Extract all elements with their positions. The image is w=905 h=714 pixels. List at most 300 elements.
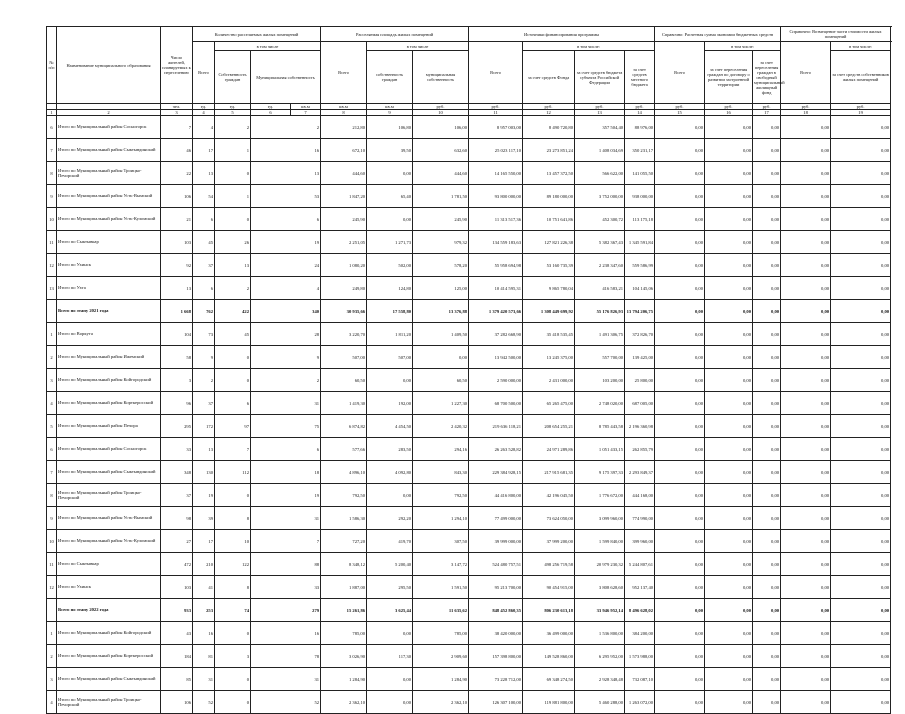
value-cell: 559 586,99: [625, 254, 655, 277]
value-cell: 8: [215, 507, 251, 530]
municipality-name: Итого по Муниципальный район Усть-Вымский: [57, 185, 161, 208]
value-cell: 253: [193, 599, 215, 622]
municipality-name: Итого по Муниципальный район Троицко-Печорский: [57, 484, 161, 507]
column-number-cell: 3: [161, 110, 193, 116]
value-cell: 0,00: [705, 392, 753, 415]
value-cell: 933: [161, 599, 193, 622]
value-cell: 785,00: [413, 622, 469, 645]
value-cell: 106,00: [413, 116, 469, 139]
value-cell: 30 935,66: [321, 300, 367, 323]
value-cell: 0,00: [705, 277, 753, 300]
area-incl-header: в том числе: [367, 42, 469, 51]
value-cell: 8 496 628,02: [625, 599, 655, 622]
column-number-cell: 13: [575, 110, 625, 116]
value-cell: 0,00: [831, 162, 891, 185]
fin-local-header: за счет средств местного бюджета: [625, 51, 655, 104]
value-cell: 0,00: [781, 438, 831, 461]
municipality-name: Всего по этапу 2021 года: [57, 300, 161, 323]
value-cell: 0: [215, 484, 251, 507]
value-cell: 4 896,10: [321, 461, 367, 484]
row-index: 1: [47, 323, 57, 346]
value-cell: 106,80: [367, 116, 413, 139]
value-cell: 0,00: [705, 576, 753, 599]
value-cell: 0,00: [831, 116, 891, 139]
value-cell: 24: [251, 254, 321, 277]
value-cell: 125,00: [413, 277, 469, 300]
value-cell: 372 826,70: [625, 323, 655, 346]
value-cell: 1: [215, 185, 251, 208]
value-cell: 9 175 397,33: [575, 461, 625, 484]
value-cell: 0,00: [413, 346, 469, 369]
value-cell: 9 865 780,04: [523, 277, 575, 300]
value-cell: 37 999 200,00: [523, 530, 575, 553]
value-cell: 0,00: [705, 645, 753, 668]
value-cell: 0: [215, 691, 251, 714]
value-cell: 399 960,00: [625, 530, 655, 553]
value-cell: 229 384 928,15: [469, 461, 523, 484]
value-cell: 7: [215, 438, 251, 461]
value-cell: 0,00: [781, 415, 831, 438]
value-cell: 46: [161, 139, 193, 162]
value-cell: 0,00: [831, 576, 891, 599]
value-cell: 5 200,40: [367, 553, 413, 576]
value-cell: 219 636 118,21: [469, 415, 523, 438]
value-cell: 0,00: [367, 668, 413, 691]
value-cell: 96: [161, 392, 193, 415]
table-row: [47, 116, 891, 139]
value-cell: 0,00: [753, 530, 781, 553]
column-number-cell: 17: [753, 110, 781, 116]
value-cell: 0,00: [753, 300, 781, 323]
value-cell: 2 590 000,00: [469, 369, 523, 392]
table-row: [47, 185, 891, 208]
value-cell: 24 971 289,86: [523, 438, 575, 461]
value-cell: 17 558,80: [367, 300, 413, 323]
value-cell: 0,00: [831, 530, 891, 553]
value-cell: 938 000,00: [625, 185, 655, 208]
value-cell: 69 348 274,50: [523, 668, 575, 691]
value-cell: 279: [251, 599, 321, 622]
value-cell: 0,00: [655, 461, 705, 484]
value-cell: 0,00: [831, 668, 891, 691]
value-cell: 1 419,30: [321, 392, 367, 415]
value-cell: 1 781,50: [413, 185, 469, 208]
value-cell: 22: [161, 162, 193, 185]
value-cell: 502,00: [367, 254, 413, 277]
value-cell: 0,00: [367, 208, 413, 231]
value-cell: 1 408 034,69: [575, 139, 625, 162]
value-cell: 0,00: [831, 208, 891, 231]
value-cell: 0,00: [705, 185, 753, 208]
row-index: 7: [47, 139, 57, 162]
value-cell: 0,00: [781, 231, 831, 254]
value-cell: 5 244 807,61: [625, 553, 655, 576]
value-cell: 1 668: [161, 300, 193, 323]
value-cell: 0,00: [705, 231, 753, 254]
municipality-name: Итого по Муниципальный район Ижемский: [57, 346, 161, 369]
value-cell: 2: [215, 116, 251, 139]
value-cell: 0,00: [753, 346, 781, 369]
value-cell: 792,50: [413, 484, 469, 507]
value-cell: 65,40: [367, 185, 413, 208]
row-index: 12: [47, 254, 57, 277]
table-row: [47, 484, 891, 507]
value-cell: 55 958 694,98: [469, 254, 523, 277]
value-cell: 0,00: [753, 622, 781, 645]
value-cell: 357 504,40: [575, 116, 625, 139]
value-cell: 89 180 000,00: [523, 185, 575, 208]
value-cell: 13 457 372,50: [523, 162, 575, 185]
column-number-cell: 18: [781, 110, 831, 116]
value-cell: 192,00: [367, 392, 413, 415]
value-cell: 0,00: [655, 507, 705, 530]
value-cell: 0,00: [781, 323, 831, 346]
value-cell: 292,20: [367, 507, 413, 530]
value-cell: 6: [193, 208, 215, 231]
value-cell: 444,60: [321, 162, 367, 185]
value-cell: 3 752 000,00: [575, 185, 625, 208]
value-cell: 55 176 826,93: [575, 300, 625, 323]
value-cell: 0: [215, 622, 251, 645]
value-cell: 350 231,17: [625, 139, 655, 162]
value-cell: 10 414 595,31: [469, 277, 523, 300]
row-index: 7: [47, 461, 57, 484]
value-cell: 1 345 591,84: [625, 231, 655, 254]
value-cell: 52: [193, 691, 215, 714]
value-cell: 2 196 360,98: [625, 415, 655, 438]
column-number-cell: 6: [251, 110, 291, 116]
value-cell: 8 785 443,58: [575, 415, 625, 438]
value-cell: 952 137,40: [625, 576, 655, 599]
value-cell: 210: [193, 553, 215, 576]
value-cell: 0,00: [705, 461, 753, 484]
value-cell: 41: [193, 576, 215, 599]
municipality-name: Итого по Муниципальный район Сосногорск: [57, 438, 161, 461]
value-cell: 104 145,06: [625, 277, 655, 300]
fin-subject-header: за счет средств бюджета субъекта Российской Федерации: [575, 51, 625, 104]
municipality-name: Итого по Ухта: [57, 277, 161, 300]
value-cell: 384 200,00: [625, 622, 655, 645]
municipality-name: Итого по Муниципальный район Койгородский: [57, 622, 161, 645]
column-number-cell: 16: [705, 110, 753, 116]
value-cell: 452 300,72: [575, 208, 625, 231]
value-cell: 1 776 672,00: [575, 484, 625, 507]
value-cell: 0,00: [781, 300, 831, 323]
value-cell: 0,00: [831, 231, 891, 254]
value-cell: 1 051 433,15: [575, 438, 625, 461]
municipality-name: Итого по Ухинск: [57, 576, 161, 599]
value-cell: 0,00: [367, 622, 413, 645]
value-cell: 0: [215, 668, 251, 691]
unit-cell: ед.: [193, 104, 215, 110]
value-cell: 13: [193, 438, 215, 461]
value-cell: 0,00: [831, 300, 891, 323]
value-cell: 0,00: [705, 139, 753, 162]
value-cell: 0,00: [753, 208, 781, 231]
value-cell: 3 026,90: [321, 645, 367, 668]
value-cell: 10 751 641,86: [523, 208, 575, 231]
value-cell: 848 452 860,35: [469, 599, 523, 622]
finance-group-header: Источники финансирования программы: [469, 27, 655, 42]
row-index: 4: [47, 691, 57, 714]
value-cell: 0,00: [655, 599, 705, 622]
value-cell: 245,90: [321, 208, 367, 231]
value-cell: 0,00: [831, 507, 891, 530]
value-cell: 23 273 851,24: [523, 139, 575, 162]
table-body: [47, 104, 891, 714]
value-cell: 103: [161, 231, 193, 254]
value-cell: 0,00: [781, 622, 831, 645]
value-cell: 0,00: [705, 668, 753, 691]
value-cell: 0,00: [781, 691, 831, 714]
municipality-name: Итого по Муниципальный район Сыктывдинский: [57, 668, 161, 691]
value-cell: 2 362,10: [321, 691, 367, 714]
value-cell: 0,00: [831, 645, 891, 668]
value-cell: 0,00: [655, 668, 705, 691]
value-cell: 524 480 757,51: [469, 553, 523, 576]
value-cell: 1 409,50: [413, 323, 469, 346]
table-row: [47, 553, 891, 576]
ref1-total-header: Всего: [655, 42, 705, 104]
value-cell: 672,10: [321, 139, 367, 162]
value-cell: 2 251,05: [321, 231, 367, 254]
value-cell: 307,50: [413, 530, 469, 553]
value-cell: 0,00: [655, 484, 705, 507]
value-cell: 0,00: [753, 691, 781, 714]
value-cell: 2 928 348,48: [575, 668, 625, 691]
column-number-cell: 11: [469, 110, 523, 116]
row-index: 12: [47, 576, 57, 599]
value-cell: 1 573 988,00: [625, 645, 655, 668]
value-cell: 0,00: [367, 369, 413, 392]
municipality-name: Итого по Муниципальный район Корткеросский: [57, 645, 161, 668]
value-cell: 0,00: [831, 277, 891, 300]
value-cell: 0,00: [655, 277, 705, 300]
value-cell: 90 454 915,00: [523, 576, 575, 599]
value-cell: 0,00: [781, 346, 831, 369]
value-cell: 19: [251, 484, 321, 507]
value-cell: 130: [193, 461, 215, 484]
stage-total-row: [47, 300, 891, 323]
value-cell: 0,00: [831, 139, 891, 162]
col-name-header: Наименование муниципального образования: [57, 27, 161, 104]
value-cell: 139 425,00: [625, 346, 655, 369]
value-cell: 42 196 045,50: [523, 484, 575, 507]
value-cell: 2 293 849,37: [625, 461, 655, 484]
ref2-a-header: за счет средств собственников жилых помещений: [831, 51, 891, 104]
value-cell: 106: [161, 185, 193, 208]
row-index: [47, 599, 57, 622]
table-row: [47, 277, 891, 300]
value-cell: 0,00: [705, 323, 753, 346]
table-row: [47, 530, 891, 553]
value-cell: 92: [161, 254, 193, 277]
value-cell: 13: [161, 277, 193, 300]
value-cell: 1 599 840,00: [575, 530, 625, 553]
value-cell: 13: [215, 254, 251, 277]
value-cell: 632,60: [413, 139, 469, 162]
value-cell: 3 625,44: [367, 599, 413, 622]
value-cell: 0,00: [753, 553, 781, 576]
value-cell: 0,00: [781, 369, 831, 392]
value-cell: 17: [193, 139, 215, 162]
value-cell: 348: [161, 461, 193, 484]
value-cell: 0,00: [781, 162, 831, 185]
value-cell: 0,00: [705, 553, 753, 576]
value-cell: 1: [215, 139, 251, 162]
value-cell: 88 976,00: [625, 116, 655, 139]
value-cell: 18: [251, 461, 321, 484]
col-index-header: № п/п: [47, 27, 57, 104]
table-row: [47, 691, 891, 714]
ref2-total-header: Всего: [781, 42, 831, 104]
value-cell: 31: [193, 668, 215, 691]
column-number-cell: 10: [413, 110, 469, 116]
unit-cell: руб.: [831, 104, 891, 110]
value-cell: 217 915 681,35: [523, 461, 575, 484]
value-cell: 77 499 000,00: [469, 507, 523, 530]
value-cell: 0,00: [655, 300, 705, 323]
value-cell: 2 362,10: [413, 691, 469, 714]
value-cell: 0,00: [655, 162, 705, 185]
municipality-name: Итого по Сыктывкар: [57, 231, 161, 254]
value-cell: 37: [161, 484, 193, 507]
value-cell: 104: [161, 323, 193, 346]
value-cell: 0,00: [655, 691, 705, 714]
unit-cell: руб.: [781, 104, 831, 110]
ref1-incl-header: в том числе:: [705, 42, 781, 51]
value-cell: 0,00: [655, 530, 705, 553]
value-cell: 44 416 800,00: [469, 484, 523, 507]
value-cell: 0,00: [753, 323, 781, 346]
row-index: 10: [47, 530, 57, 553]
value-cell: 0,00: [831, 438, 891, 461]
value-cell: 0,00: [831, 622, 891, 645]
value-cell: 0,00: [781, 139, 831, 162]
value-cell: 8: [215, 576, 251, 599]
value-cell: 0,00: [753, 116, 781, 139]
value-cell: 1 491 306,75: [575, 323, 625, 346]
unit-cell: руб.: [705, 104, 753, 110]
value-cell: 13: [193, 162, 215, 185]
value-cell: 0,00: [753, 415, 781, 438]
value-cell: 0,00: [781, 507, 831, 530]
value-cell: 0,00: [705, 346, 753, 369]
unit-cell: руб.: [575, 104, 625, 110]
value-cell: 20 979 230,32: [575, 553, 625, 576]
value-cell: 65 265 475,00: [523, 392, 575, 415]
value-cell: 0,00: [831, 484, 891, 507]
value-cell: 1 586,30: [321, 507, 367, 530]
value-cell: 81: [193, 645, 215, 668]
value-cell: 3 099 960,00: [575, 507, 625, 530]
municipality-name: Итого по Муниципальный район Сосногорск: [57, 116, 161, 139]
value-cell: 9: [193, 346, 215, 369]
value-cell: 14 165 550,00: [469, 162, 523, 185]
value-cell: 416 583,21: [575, 277, 625, 300]
stage-total-row: [47, 599, 891, 622]
row-index: 1: [47, 622, 57, 645]
value-cell: 7: [161, 116, 193, 139]
column-number-cell: 9: [367, 110, 413, 116]
unit-cell: кв.м: [291, 104, 321, 110]
value-cell: 774 990,00: [625, 507, 655, 530]
value-cell: 58: [161, 346, 193, 369]
value-cell: 0,00: [831, 553, 891, 576]
value-cell: 124,80: [367, 277, 413, 300]
municipality-name: Итого по Муниципальный район Троицко-Печорский: [57, 162, 161, 185]
value-cell: 0,00: [705, 691, 753, 714]
value-cell: 157 398 800,00: [469, 645, 523, 668]
value-cell: 3 220,70: [321, 323, 367, 346]
value-cell: 0,00: [831, 415, 891, 438]
count-incl-header: в том числе: [215, 42, 321, 51]
value-cell: 0,00: [781, 484, 831, 507]
value-cell: 126 307 100,00: [469, 691, 523, 714]
value-cell: 1 847,20: [321, 185, 367, 208]
value-cell: 0,00: [655, 254, 705, 277]
value-cell: 0,00: [655, 576, 705, 599]
value-cell: 119 881 800,00: [523, 691, 575, 714]
value-cell: 127 821 226,38: [523, 231, 575, 254]
value-cell: 39: [193, 507, 215, 530]
value-cell: 103: [161, 576, 193, 599]
value-cell: 33 946 952,14: [575, 599, 625, 622]
unit-cell: руб.: [655, 104, 705, 110]
value-cell: 806 230 613,18: [523, 599, 575, 622]
value-cell: 5 382 367,43: [575, 231, 625, 254]
unit-cell: руб.: [523, 104, 575, 110]
value-cell: 16: [251, 139, 321, 162]
value-cell: 106: [161, 691, 193, 714]
value-cell: 1 284,90: [413, 668, 469, 691]
value-cell: 60,50: [321, 369, 367, 392]
ref1-b-header: за счет переселения граждан в свободный муниципальный жилищный фонд: [753, 51, 781, 104]
count-group-header: Количество расселяемых жилых помещений: [193, 27, 321, 42]
value-cell: 13: [251, 162, 321, 185]
row-index: 13: [47, 277, 57, 300]
value-cell: 498 256 719,58: [523, 553, 575, 576]
municipality-name: Итого по Муниципальный район Печора: [57, 415, 161, 438]
value-cell: 444 168,00: [625, 484, 655, 507]
value-cell: 0,00: [831, 346, 891, 369]
value-cell: 78: [251, 645, 321, 668]
municipality-name: Итого по Муниципальный район Усть-Вымский: [57, 507, 161, 530]
value-cell: 295: [161, 415, 193, 438]
value-cell: 1 227,30: [413, 392, 469, 415]
value-cell: 727,20: [321, 530, 367, 553]
value-cell: 1 284,90: [321, 668, 367, 691]
count-own-header: Собственность граждан: [215, 51, 251, 104]
value-cell: 73 228 712,00: [469, 668, 523, 691]
value-cell: 0,00: [705, 208, 753, 231]
resettlement-program-table: [46, 26, 891, 714]
row-index: 6: [47, 438, 57, 461]
value-cell: 25 800,00: [625, 369, 655, 392]
value-cell: 97: [215, 415, 251, 438]
value-cell: 1 294,10: [413, 507, 469, 530]
value-cell: 0,00: [753, 645, 781, 668]
value-cell: 37: [193, 254, 215, 277]
value-cell: 2 238 347,60: [575, 254, 625, 277]
value-cell: 0: [215, 162, 251, 185]
value-cell: 262 855,79: [625, 438, 655, 461]
value-cell: 113 175,18: [625, 208, 655, 231]
unit-cell: руб.: [469, 104, 523, 110]
municipality-name: Итого по Ухинск: [57, 254, 161, 277]
value-cell: 0,00: [753, 231, 781, 254]
table-row: [47, 576, 891, 599]
